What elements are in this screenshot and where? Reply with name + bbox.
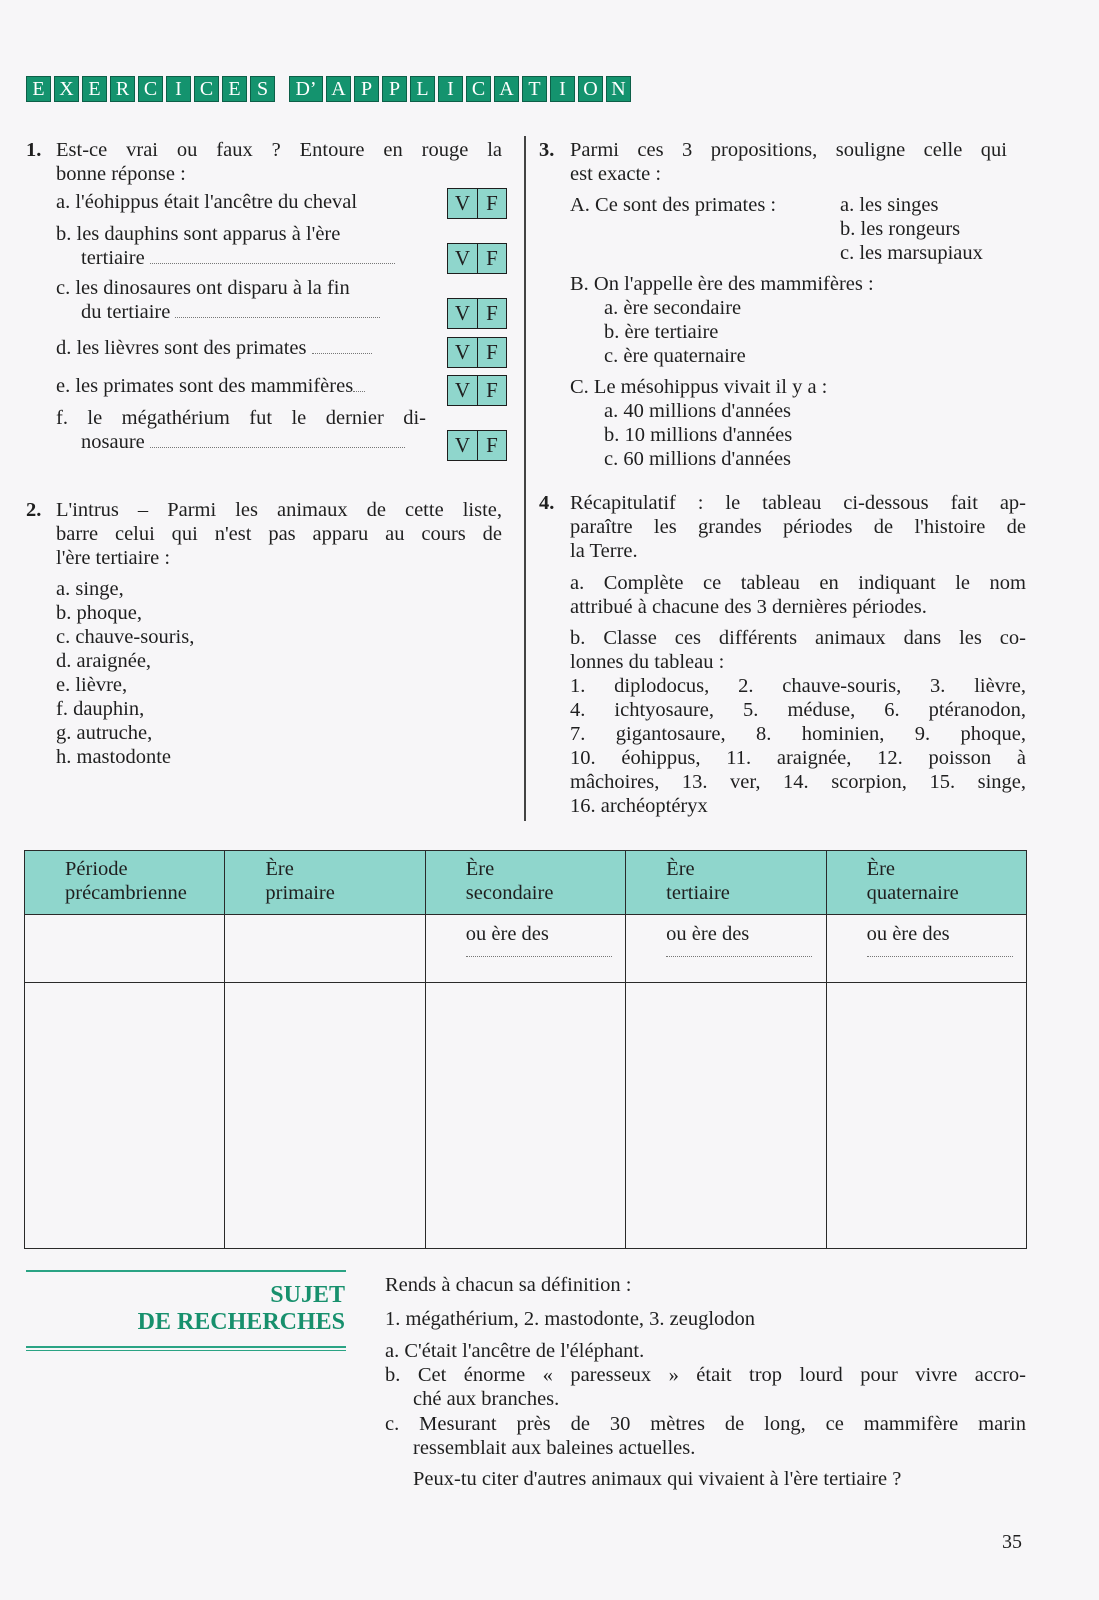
exercise-intro-line2: barre celui qui n'est pas apparu au cours de bbox=[56, 523, 502, 545]
table-cell[interactable]: ou ère des bbox=[826, 915, 1026, 983]
list-item[interactable]: g. autruche, bbox=[56, 722, 153, 744]
question-b-label: B. On l'appelle ère des mammifères : bbox=[570, 273, 874, 295]
header-letter: X bbox=[54, 76, 79, 102]
vf-box-e[interactable] bbox=[447, 375, 507, 406]
true-box[interactable]: V bbox=[448, 244, 477, 273]
vf-item-c-cont: du tertiaire bbox=[81, 300, 380, 324]
exercise-number: 1. bbox=[26, 139, 42, 161]
definition-b-line2: ché aux branches. bbox=[413, 1388, 560, 1410]
option[interactable]: b. les rongeurs bbox=[840, 218, 961, 240]
animal-list-line: 7. gigantosaure, 8. hominien, 9. phoque, bbox=[570, 723, 1026, 745]
table-cell[interactable] bbox=[425, 983, 625, 1249]
exercise-intro-line3: la Terre. bbox=[570, 540, 638, 562]
exercise-number: 2. bbox=[26, 499, 42, 521]
option[interactable]: c. 60 millions d'années bbox=[604, 448, 792, 470]
false-box[interactable]: F bbox=[477, 299, 506, 328]
table-cell[interactable] bbox=[225, 983, 425, 1249]
exercise-intro-line2: bonne réponse : bbox=[56, 163, 186, 185]
header-letter: R bbox=[110, 76, 135, 102]
vf-item-f: f. le mégathérium fut le dernier di- bbox=[56, 407, 426, 429]
true-box[interactable]: V bbox=[448, 189, 477, 218]
vf-item-d: d. les lièvres sont des primates bbox=[56, 336, 372, 360]
vf-box-b[interactable] bbox=[447, 243, 507, 274]
false-box[interactable]: F bbox=[477, 431, 506, 460]
research-question: Peux-tu citer d'autres animaux qui vivaient à l'ère tertiaire ? bbox=[413, 1468, 902, 1490]
header-word-exercices bbox=[26, 76, 275, 102]
header-letter: C bbox=[194, 76, 219, 102]
exercise-intro: L'intrus – Parmi les animaux de cette liste, bbox=[56, 499, 502, 521]
header-letter: E bbox=[222, 76, 247, 102]
vf-item-b-cont: tertiaire bbox=[81, 246, 395, 270]
header-letter: E bbox=[26, 76, 51, 102]
animal-list-line: 10. éohippus, 11. araignée, 12. poisson à bbox=[570, 747, 1026, 769]
list-item[interactable]: h. mastodonte bbox=[56, 746, 172, 768]
false-box[interactable]: F bbox=[477, 244, 506, 273]
false-box[interactable]: F bbox=[477, 376, 506, 405]
header-letter: C bbox=[138, 76, 163, 102]
exercise-number: 4. bbox=[539, 492, 555, 514]
divider bbox=[26, 1350, 346, 1351]
true-box[interactable]: V bbox=[448, 431, 477, 460]
option[interactable]: b. 10 millions d'années bbox=[604, 424, 793, 446]
divider bbox=[26, 1346, 346, 1348]
exercise-intro: Parmi ces 3 propositions, souligne celle qui bbox=[570, 139, 1007, 161]
header-letter: P bbox=[354, 76, 379, 102]
header-letter: E bbox=[82, 76, 107, 102]
table-row bbox=[25, 983, 1027, 1249]
header-letter: N bbox=[606, 76, 631, 102]
divider bbox=[26, 1270, 346, 1272]
table-cell[interactable]: ou ère des bbox=[626, 915, 826, 983]
definition-c-line2: ressemblait aux baleines actuelles. bbox=[413, 1437, 696, 1459]
question-a-label: A. Ce sont des primates : bbox=[570, 194, 777, 216]
header-letter: P bbox=[382, 76, 407, 102]
vf-item-f-cont: nosaure bbox=[81, 430, 405, 454]
option[interactable]: c. ère quaternaire bbox=[604, 345, 746, 367]
section-title: SUJET bbox=[270, 1282, 345, 1308]
list-item[interactable]: b. phoque, bbox=[56, 602, 142, 624]
animal-list-line: mâchoires, 13. ver, 14. scorpion, 15. singe, bbox=[570, 771, 1026, 793]
option[interactable]: a. ère secondaire bbox=[604, 297, 742, 319]
exercise-intro: Récapitulatif : le tableau ci-dessous fait ap- bbox=[570, 492, 1026, 514]
header-letter: A bbox=[326, 76, 351, 102]
true-box[interactable]: V bbox=[448, 299, 477, 328]
animal-list-line: 1. diplodocus, 2. chauve-souris, 3. lièvre, bbox=[570, 675, 1026, 697]
page-number: 35 bbox=[1002, 1531, 1022, 1553]
header-cell: Ère quaternaire bbox=[826, 851, 1026, 915]
header-cell: Ère primaire bbox=[225, 851, 425, 915]
option[interactable]: a. les singes bbox=[840, 194, 939, 216]
header-word-application bbox=[289, 76, 631, 102]
vf-item-a: a. l'éohippus était l'ancêtre du cheval bbox=[56, 191, 358, 213]
header-cell: Ère secondaire bbox=[425, 851, 625, 915]
header-letter: I bbox=[438, 76, 463, 102]
header-letter: A bbox=[494, 76, 519, 102]
task-b-line2: lonnes du tableau : bbox=[570, 651, 725, 673]
header-letter: C bbox=[466, 76, 491, 102]
header-letter: L bbox=[410, 76, 435, 102]
vf-item-b: b. les dauphins sont apparus à l'ère bbox=[56, 223, 341, 245]
exercise-intro-line2: est exacte : bbox=[570, 163, 662, 185]
table-cell[interactable] bbox=[626, 983, 826, 1249]
header-letter: D’ bbox=[289, 76, 323, 102]
false-box[interactable]: F bbox=[477, 338, 506, 367]
header-letter: I bbox=[166, 76, 191, 102]
animal-list-line: 16. archéoptéryx bbox=[570, 795, 708, 817]
option[interactable]: b. ère tertiaire bbox=[604, 321, 719, 343]
true-box[interactable]: V bbox=[448, 338, 477, 367]
table-cell[interactable] bbox=[25, 983, 225, 1249]
section-title-line2: DE RECHERCHES bbox=[137, 1309, 345, 1335]
animal-list-line: 4. ichtyosaure, 5. méduse, 6. ptéranodon, bbox=[570, 699, 1026, 721]
true-box[interactable]: V bbox=[448, 376, 477, 405]
exercise-intro: Est-ce vrai ou faux ? Entoure en rouge la bbox=[56, 139, 502, 161]
table-cell[interactable] bbox=[225, 915, 425, 983]
research-names: 1. mégathérium, 2. mastodonte, 3. zeuglodon bbox=[385, 1308, 756, 1330]
table-row bbox=[25, 915, 1027, 983]
exercise-intro-line2: paraître les grandes périodes de l'histoire de bbox=[570, 516, 1026, 538]
header-cell: Ère tertiaire bbox=[626, 851, 826, 915]
exercise-number: 3. bbox=[539, 139, 555, 161]
definition-b: b. Cet énorme « paresseux » était trop lourd pour vivre accro- bbox=[385, 1364, 1026, 1386]
definition-c: c. Mesurant près de 30 mètres de long, ce mammifère marin bbox=[385, 1413, 1026, 1435]
definition-a: a. C'était l'ancêtre de l'éléphant. bbox=[385, 1340, 645, 1362]
section-header bbox=[26, 76, 631, 102]
vf-box-a[interactable] bbox=[447, 188, 507, 219]
list-item[interactable]: d. araignée, bbox=[56, 650, 152, 672]
list-item[interactable]: e. lièvre, bbox=[56, 674, 128, 696]
header-letter: S bbox=[250, 76, 275, 102]
list-item[interactable]: c. chauve-souris, bbox=[56, 626, 195, 648]
false-box[interactable]: F bbox=[477, 189, 506, 218]
header-letter: I bbox=[550, 76, 575, 102]
vf-box-f[interactable] bbox=[447, 430, 507, 461]
research-intro: Rends à chacun sa définition : bbox=[385, 1274, 632, 1296]
vf-box-c[interactable] bbox=[447, 298, 507, 329]
list-item[interactable]: a. singe, bbox=[56, 578, 124, 600]
task-b: b. Classe ces différents animaux dans les co- bbox=[570, 627, 1026, 649]
vf-box-d[interactable] bbox=[447, 337, 507, 368]
vf-item-c: c. les dinosaures ont disparu à la fin bbox=[56, 277, 350, 299]
question-c-label: C. Le mésohippus vivait il y a : bbox=[570, 376, 828, 398]
option[interactable]: c. les marsupiaux bbox=[840, 242, 983, 264]
table-cell[interactable] bbox=[826, 983, 1026, 1249]
periods-table bbox=[24, 850, 1027, 1249]
list-item[interactable]: f. dauphin, bbox=[56, 698, 145, 720]
header-letter: O bbox=[578, 76, 603, 102]
table-header-row bbox=[25, 851, 1027, 915]
exercise-intro-line3: l'ère tertiaire : bbox=[56, 547, 171, 569]
vf-item-e: e. les primates sont des mammifères bbox=[56, 374, 365, 398]
column-divider bbox=[524, 136, 526, 821]
option[interactable]: a. 40 millions d'années bbox=[604, 400, 792, 422]
task-a: a. Complète ce tableau en indiquant le nom bbox=[570, 572, 1026, 594]
task-a-line2: attribué à chacune des 3 dernières périodes. bbox=[570, 596, 927, 618]
header-letter: T bbox=[522, 76, 547, 102]
table-cell[interactable] bbox=[25, 915, 225, 983]
table-cell[interactable]: ou ère des bbox=[425, 915, 625, 983]
header-cell: Période précambrienne bbox=[25, 851, 225, 915]
